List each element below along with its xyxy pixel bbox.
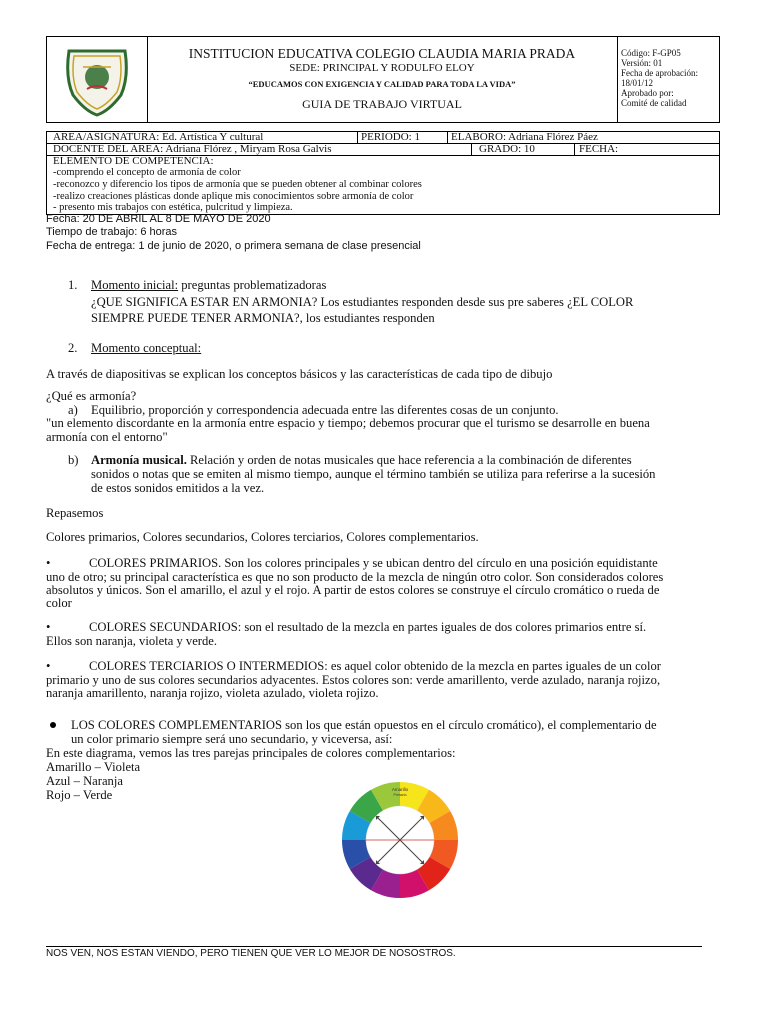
doc-code: Código: F-GP05 <box>621 48 681 58</box>
review-list: Colores primarios, Colores secundarios, Colores terciarios, Colores complementarios. <box>46 530 479 544</box>
approval-date: 18/01/12 <box>621 78 654 88</box>
list-marker: a) <box>68 403 78 417</box>
competency-item: -reconozco y diferencio los tipos de armonía que se pueden obtener al combinar colores <box>53 179 422 190</box>
document-header <box>46 36 720 123</box>
approval-date-label: Fecha de aprobación: <box>621 68 698 78</box>
paragraph-line: un color primario siempre será uno secundario, y viceversa, así: <box>71 732 393 746</box>
term-bold: Armonía musical. <box>91 453 187 467</box>
paragraph-line: COLORES PRIMARIOS. Son los colores principales y se ubican dentro del círculo en una posición equidistante <box>89 556 658 570</box>
area-cell: AREA/ASIGNATURA: Ed. Artística Y cultural <box>53 131 264 143</box>
approved-by-label: Aprobado por: <box>621 88 674 98</box>
paragraph-line: color <box>46 596 72 610</box>
approved-by: Comité de calidad <box>621 98 687 108</box>
competency-item: -realizo creaciones plásticas donde aplique mis conocimientos sobre armonía de color <box>53 191 414 202</box>
footer-divider <box>46 946 702 947</box>
wheel-top-sub: Primario <box>393 793 407 797</box>
guide-title: GUIA DE TRABAJO VIRTUAL <box>302 97 462 111</box>
period-cell: PERIODO: 1 <box>361 131 420 143</box>
sede-name: SEDE: PRINCIPAL Y RODULFO ELOY <box>289 62 475 74</box>
paragraph-line: uno de otro; su principal característica es que no son producto de la mezcla de ningún otro color. Son considerados colores <box>46 570 664 584</box>
list-item-text <box>91 453 632 468</box>
grade-cell: GRADO: 10 <box>479 143 535 155</box>
section-title: Momento conceptual: <box>91 341 202 355</box>
author-cell: ELABORO: Adriana Flórez Páez <box>451 131 598 143</box>
paragraph-line: A través de diapositivas se explican los conceptos básicos y las características de cada tipo de dibujo <box>46 367 553 381</box>
color-wheel-figure <box>324 780 476 900</box>
institution-name: INSTITUCION EDUCATIVA COLEGIO CLAUDIA MARIA PRADA <box>188 46 576 61</box>
wheel-top-label: Amarillo <box>391 787 409 792</box>
review-title: Repasemos <box>46 506 104 520</box>
quote-line: "un elemento discordante en la armonía entre espacio y tiempo; debemos procurar que el turismo se desarrolle en buena <box>46 416 650 430</box>
section-title <box>91 278 326 293</box>
date-cell: FECHA: <box>579 143 619 155</box>
paragraph-line: Ellos son naranja, violeta y verde. <box>46 634 218 648</box>
section-number: 2. <box>68 341 78 355</box>
paragraph-line: SIEMPRE PUEDE TENER ARMONIA?, los estudiantes responden <box>91 311 435 325</box>
question-heading: ¿Qué es armonía? <box>46 389 137 403</box>
paragraph-line: En este diagrama, vemos las tres parejas principales de colores complementarios: <box>46 746 456 760</box>
school-motto: “EDUCAMOS CON EXIGENCIA Y CALIDAD PARA TODA LA VIDA” <box>248 79 516 89</box>
quote-line: armonía con el entorno" <box>46 430 168 444</box>
schedule-dates: Fecha: 20 DE ABRIL AL 8 DE MAYO DE 2020 <box>46 213 271 225</box>
section-subtitle: preguntas problematizadoras <box>178 278 327 292</box>
paragraph-line: ¿QUE SIGNIFICA ESTAR EN ARMONIA? Los estudiantes responden desde sus pre saberes ¿EL COLOR <box>91 295 634 309</box>
paragraph-line: LOS COLORES COMPLEMENTARIOS son los que están opuestos en el círculo cromático), el complementario de <box>71 718 657 732</box>
info-table <box>46 131 720 215</box>
complementary-pair: Amarillo – Violeta <box>46 760 141 774</box>
section-number: 1. <box>68 278 78 292</box>
color-wheel <box>324 780 476 900</box>
bullet: • <box>46 620 51 634</box>
schedule-time: Tiempo de trabajo: 6 horas <box>46 226 178 238</box>
schedule-delivery: Fecha de entrega: 1 de junio de 2020, o primera semana de clase presencial <box>46 240 421 252</box>
list-marker: b) <box>68 453 79 467</box>
list-item-text: Equilibrio, proporción y correspondencia adecuada entre las diferentes cosas de un conjunto. <box>91 403 559 417</box>
bullet: • <box>46 556 51 570</box>
paragraph-line: COLORES SECUNDARIOS: son el resultado de la mezcla en partes iguales de dos colores primarios entre sí. <box>89 620 647 634</box>
competency-title: ELEMENTO DE COMPETENCIA: <box>53 155 214 167</box>
complementary-pair: Azul – Naranja <box>46 774 123 788</box>
paragraph-line: de estos sonidos emitidos a la vez. <box>91 481 265 495</box>
competency-item: -comprendo el concepto de armonía de color <box>53 167 241 178</box>
paragraph-line: primario y uno de sus colores secundarios adyacentes. Estos colores son: verde amarillento, verde azulado, naranja rojizo, <box>46 673 661 687</box>
competency-item: - presento mis trabajos con estética, pulcritud y limpieza. <box>53 202 293 213</box>
paragraph-line: absolutos y únicos. Son el amarillo, el azul y el rojo. A partir de estos colores se construye el círculo cromático o rueda de <box>46 583 660 597</box>
paragraph-line: sonidos o notas que se emiten al mismo tiempo, aunque el término también se utiliza para referirse a la sucesión <box>91 467 656 481</box>
paragraph-line: COLORES TERCIARIOS O INTERMEDIOS: es aquel color obtenido de la mezcla en partes iguales de un color <box>89 659 661 673</box>
term-definition: Relación y orden de notas musicales que hace referencia a la combinación de diferentes <box>186 453 632 467</box>
paragraph-line: naranja amarillento, naranja rojizo, violeta azulado, violeta rojizo. <box>46 686 379 700</box>
bullet-dot <box>50 722 56 728</box>
footer-text: NOS VEN, NOS ESTAN VIENDO, PERO TIENEN QUE VER LO MEJOR DE NOSOSTROS. <box>46 948 456 959</box>
shield-icon <box>47 37 147 122</box>
teacher-cell: DOCENTE DEL AREA: Adriana Flórez , Miryam Rosa Galvis <box>53 143 332 155</box>
doc-version: Versión: 01 <box>621 58 663 68</box>
section-title-underlined: Momento inicial: <box>91 278 179 292</box>
school-logo <box>47 37 147 122</box>
complementary-pair: Rojo – Verde <box>46 788 113 802</box>
bullet: • <box>46 659 51 673</box>
